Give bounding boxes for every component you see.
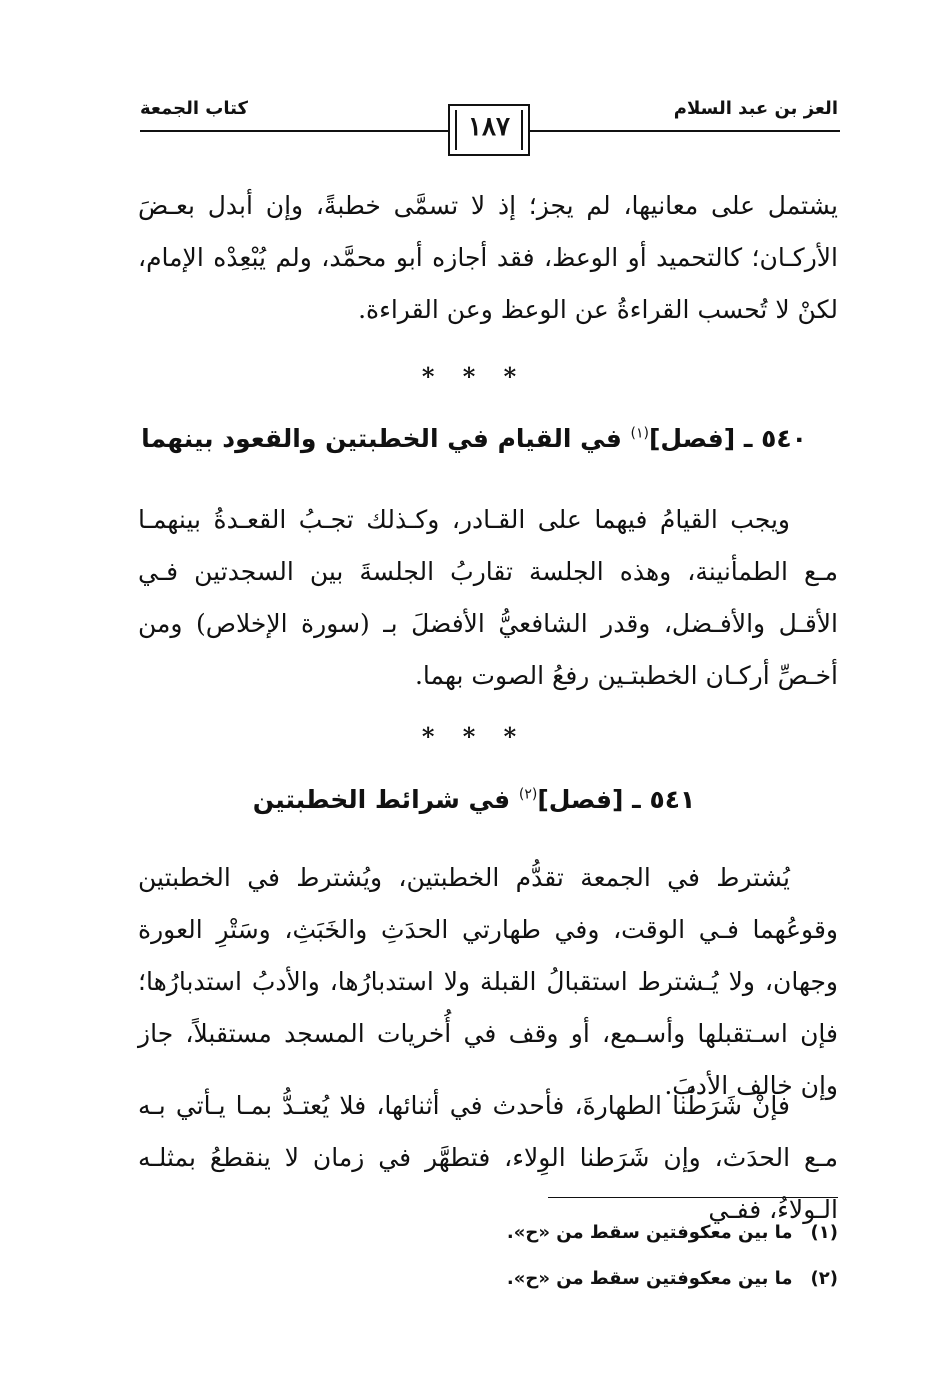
footnote-2-number: (٢) (810, 1268, 838, 1289)
header-rule-left (140, 130, 448, 132)
paragraph-3: يُشترط في الجمعة تقدُّم الخطبتين، ويُشترط في الخطبتين وقوعُهما فـي الوقت، وفي طهارتي الحدَثِ والخَبَثِ، وسَتْرِ العورة وجهان، ولا يُـشترط استقبالُ القبلة ولا استدبارُها، والأدبُ استدبارُها؛ فإن اسـتقبلها وأسـمع، أو وقف في أُخريات المسجد مستقبلاً، جاز وإن خالف الأدبَ. (138, 863, 838, 1100)
heading-541-footnote-ref: (٢) (518, 786, 538, 803)
section-heading-540 (110, 424, 838, 453)
section-separator-1: * * * (421, 362, 527, 391)
running-header-author: العز بن عبد السلام (673, 98, 838, 119)
paragraph-4: فإنْ شَرَطْنا الطهارةَ، فأحدث في أثنائها، فلا يُعتـدُّ بمـا يـأتي بـه مـع الحدَث، وإن شَرَطنا الوِلاء، فتطهَّر في زمان لا ينقطعُ بمثلـه الـولاءُ، ففـي (138, 1091, 838, 1224)
paragraph-2: ويجب القيامُ فيهما على القـادر، وكـذلك تجـبُ القعـدةُ بينهمـا مـع الطمأنينة، وهذه الجلسة تقاربُ الجلسةَ بين السجدتين فـي الأقـل والأفـضل، وقدر الشافعيُّ الأفضلَ بـ (سورة الإخلاص) ومن أخـصِّ أركـان الخطبتـين رفعُ الصوت بهما. (138, 505, 838, 690)
section-separator-2: * * * (421, 722, 527, 751)
heading-540-footnote-ref: (١) (630, 425, 649, 442)
footnote-2 (507, 1268, 838, 1289)
footnote-rule (548, 1197, 838, 1198)
footnote-1-number: (١) (810, 1222, 838, 1243)
footnote-1-text: ما بين معكوفتين سقط من «ح». (506, 1222, 793, 1243)
section-heading-541 (110, 785, 838, 814)
heading-541-number: ٥٤١ ـ [فصل] (537, 785, 696, 814)
running-header-book: كتاب الجمعة (140, 98, 248, 119)
page-number: ١٨٧ (468, 112, 510, 142)
header-rule-right (530, 130, 840, 132)
heading-540-title: في القيام في الخطبتين والقعود بينهما (141, 424, 631, 453)
footnote-2-text: ما بين معكوفتين سقط من «ح». (506, 1268, 793, 1289)
footnote-1 (507, 1222, 838, 1243)
paragraph-1: يشتمل على معانيها، لم يجز؛ إذ لا تسمَّى خطبةً، وإن أبدل بعـضَ الأركـان؛ كالتحميد أو الوعظ، فقد أجازه أبو محمَّد، ولم يُبْعِدْه الإمام، لكنْ لا تُحسب القراءةُ عن الوعظ وعن القراءة. (138, 191, 838, 324)
heading-541-title: في شرائط الخطبتين (252, 785, 519, 814)
heading-540-number: ٥٤٠ ـ [فصل] (648, 424, 807, 453)
